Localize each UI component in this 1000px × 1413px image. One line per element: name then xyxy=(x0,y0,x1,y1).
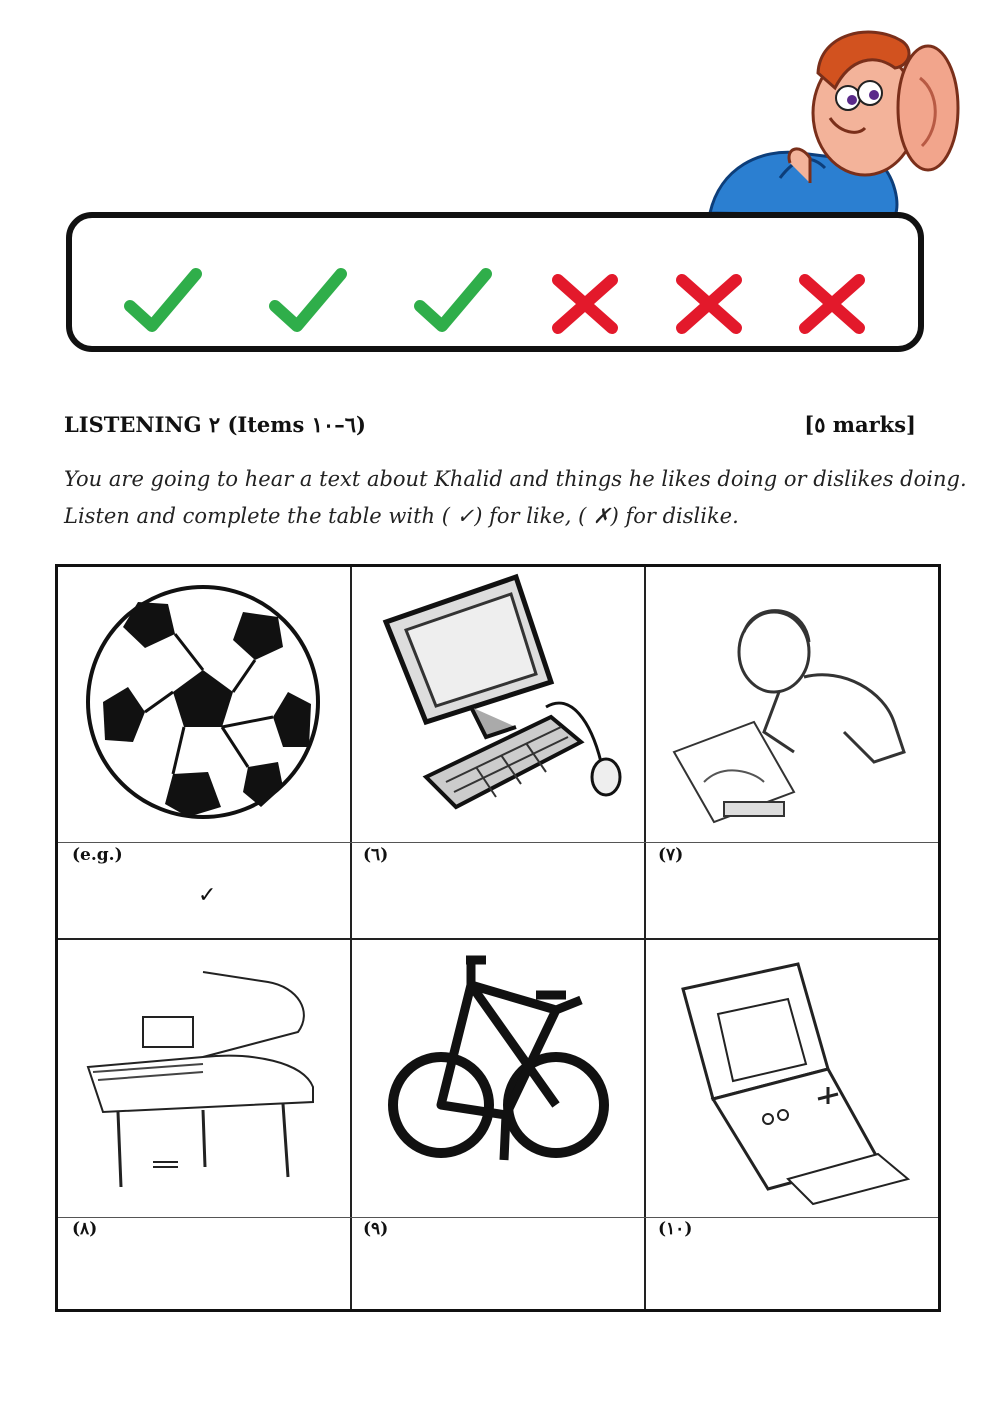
cross-icon xyxy=(674,272,744,336)
marks-label: [٥ marks] xyxy=(804,412,916,437)
cross-icon xyxy=(550,272,620,336)
cell-label-10: (١٠) xyxy=(658,1219,693,1239)
cell-label-6: (٦) xyxy=(363,845,389,865)
instruction-line-2: Listen and complete the table with ( ✓) for like, ( ✗) for dislike. xyxy=(64,504,739,528)
boy-drawing-picture xyxy=(664,582,924,832)
bicycle-picture xyxy=(386,955,616,1195)
cell-label-7: (٧) xyxy=(658,845,684,865)
cross-icon xyxy=(797,272,867,336)
desktop-computer-picture xyxy=(376,572,626,832)
grand-piano-picture xyxy=(83,962,323,1202)
check-icon xyxy=(122,262,202,342)
soccer-ball-picture xyxy=(83,582,323,822)
handheld-game-console-picture xyxy=(678,959,918,1209)
instruction-line-1: You are going to hear a text about Khalid and things he likes doing or dislikes doing. xyxy=(64,467,967,491)
cell-label-8: (٨) xyxy=(72,1219,98,1239)
check-icon xyxy=(267,262,347,342)
answer-table xyxy=(55,564,941,1312)
check-icon xyxy=(412,262,492,342)
cell-label-9: (٩) xyxy=(363,1219,389,1239)
section-heading: LISTENING ٢ (Items ٦–١٠) xyxy=(64,412,366,437)
example-answer-check: ✓ xyxy=(198,883,217,908)
listening-boy-illustration xyxy=(700,18,965,218)
cell-label-example: (e.g.) xyxy=(72,845,123,865)
